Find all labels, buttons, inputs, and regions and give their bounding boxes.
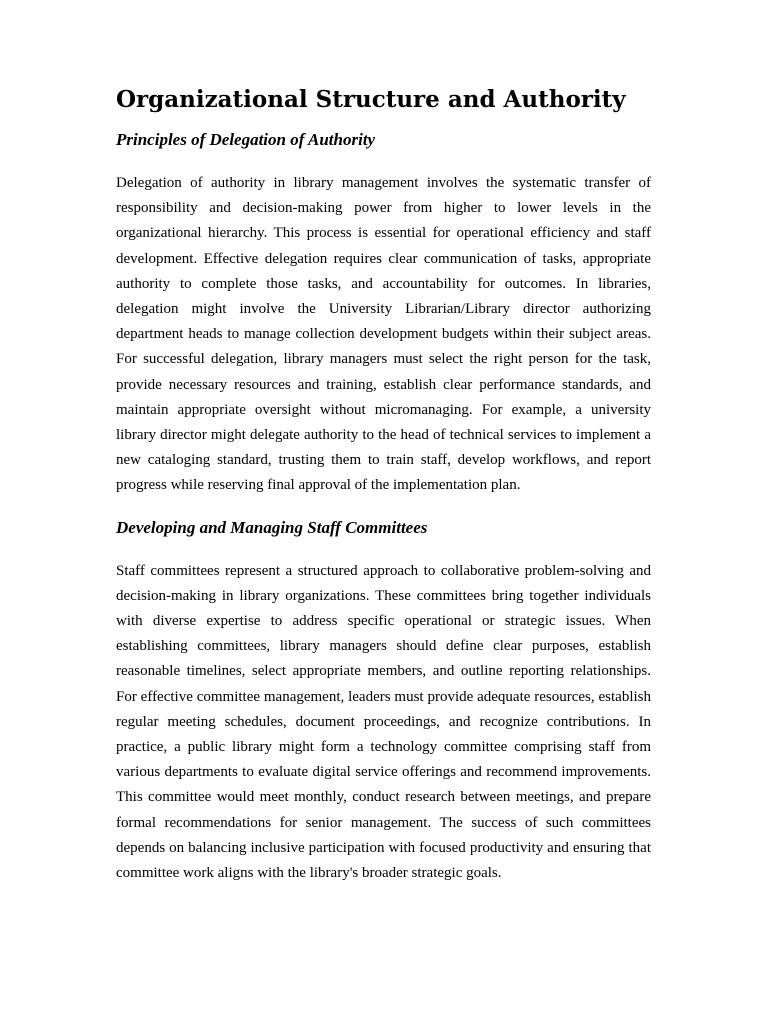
section-heading-committees: Developing and Managing Staff Committees (116, 517, 428, 537)
document-page (116, 84, 651, 886)
section-body-committees: Staff committees represent a structured approach to collaborative problem-solving and decision-making in library organizations. These committees bring together individuals with diverse expertise to address specific operational or strategic issues. When establishing committees, library managers should define clear purposes, establish reasonable timelines, select appropriate members, and outline reporting relationships. For effective committee management, leaders must provide adequate resources, establish regular meeting schedules, document proceedings, and recognize contributions. In practice, a public library might form a technology committee comprising staff from various departments to evaluate digital service offerings and recommend improvements. This committee would meet monthly, conduct research between meetings, and prepare formal recommendations for senior management. The success of such committees depends on balancing inclusive participation with focused productivity and ensuring that committee work aligns with the library's broader strategic goals. (116, 562, 651, 882)
section-heading-delegation: Principles of Delegation of Authority (116, 130, 376, 149)
section-body-delegation: Delegation of authority in library management involves the systematic transfer of responsibility and decision-making power from higher to lower levels in the organizational hierarchy. This process is essential for operational efficiency and staff development. Effective delegation requires clear communication of tasks, appropriate authority to complete those tasks, and accountability for outcomes. In libraries, delegation might involve the University Librarian/Library director authorizing department heads to manage collection development budgets within their subject areas. For successful delegation, library managers must select the right person for the task, provide necessary resources and training, establish clear performance standards, and maintain appropriate oversight without micromanaging. For example, a university library director might delegate authority to the head of technical services to implement a new cataloging standard, trusting them to train staff, develop workflows, and report progress while reserving final approval of the implementation plan. (116, 175, 651, 494)
page-title: Organizational Structure and Authority (116, 86, 626, 113)
